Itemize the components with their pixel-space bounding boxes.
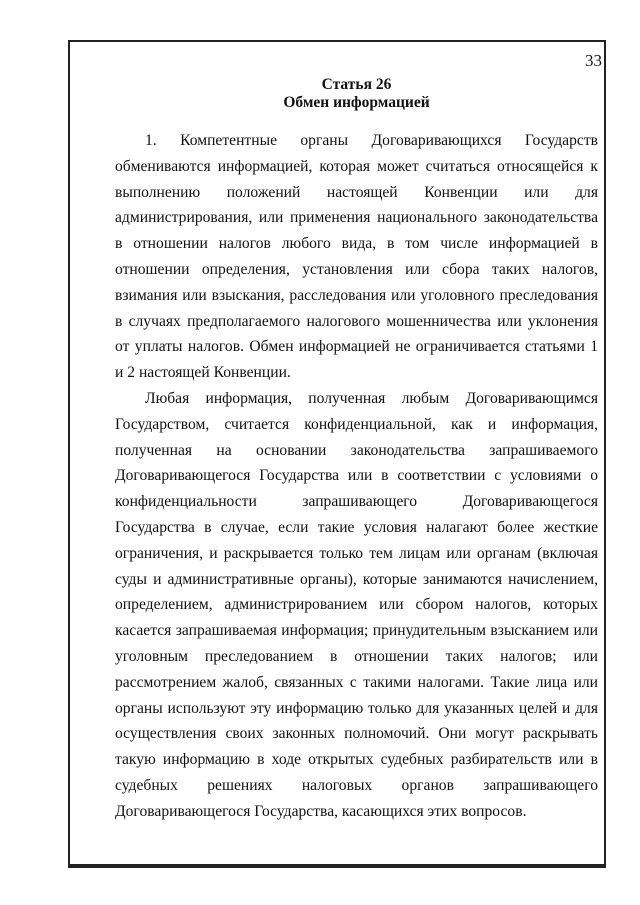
paragraph: Любая информация, полученная любым Договаривающимся Государством, считается конфиденциальной, как и информация, полученная на основании законодательства запрашиваемого Договаривающегося Государства или в соответствии с условиями о конфиденциальности запрашивающего Договаривающегося Государства в случае, если такие условия налагают более жесткие ограничения, и раскрывается только тем лицам или органам (включая суды и административные органы), которые занимаются начислением, определением, администрированием или сбором налогов, которых касается запрашиваемая информация; принудительным взысканием или уголовным преследованием в отношении таких налогов; или рассмотрением жалоб, связанных с такими налогами. Такие лица или органы используют эту информацию только для указанных целей и для осуществления своих законных полномочий. Они могут раскрывать такую информацию в ходе открытых судебных разбирательств или в судебных решениях налоговых органов запрашивающего Договаривающегося Государства, касающихся этих вопросов. — [115, 389, 598, 820]
paragraph: 1. Компетентные органы Договаривающихся Государств обмениваются информацией, которая может считаться относящейся к выполнению положений настоящей Конвенции или для администрирования, или применения национального законодательства в отношении налогов любого вида, в том числе информацией в отношении определения, установления или сбора таких налогов, взимания или взыскания, расследования или уголовного преследования в случаях предполагаемого налогового мошенничества или уклонения от уплаты налогов. Обмен информацией не ограничивается статьями 1 и 2 настоящей Конвенции. — [115, 132, 598, 382]
page-number: 33 — [585, 51, 602, 70]
article-body — [115, 128, 598, 825]
article-number-heading: Статья 26 — [321, 76, 392, 93]
article-title-heading: Обмен информацией — [283, 94, 430, 111]
